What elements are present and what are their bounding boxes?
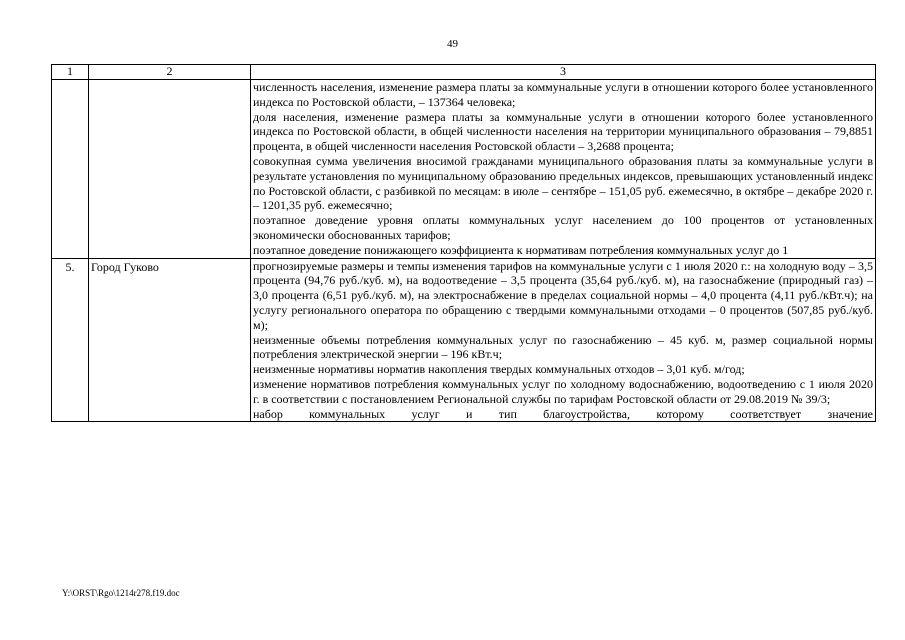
table-row <box>52 258 876 422</box>
paragraph: доля населения, изменение размера платы за коммунальные услуги в отношении которого более установленного индекса по Ростовской области, в общей численности населения на территории муниципального образования – 79,8851 процента, в общей численности населения Ростовской области – 3,2688 процента; <box>253 109 873 154</box>
data-table <box>51 64 876 422</box>
table-header-row <box>52 65 876 80</box>
row-number: 5. <box>52 258 89 422</box>
file-path-footer: Y:\ORST\Rgo\1214r278.f19.doc <box>62 588 180 598</box>
paragraph: численность населения, изменение размера платы за коммунальные услуги в отношении которого более установленного индекса по Ростовской области, – 137364 человека; <box>253 80 873 109</box>
paragraph: поэтапное доведение понижающего коэффициента к нормативам потребления коммунальных услуг до 1 <box>253 242 789 257</box>
page-number: 49 <box>447 38 458 50</box>
row-number <box>52 80 89 259</box>
table-row <box>52 80 876 259</box>
paragraph: изменение нормативов потребления коммунальных услуг по холодному водоснабжению, водоотведению с 1 июля 2020 г. в соответствии с постановлением Региональной службы по тарифам Ростовской области от 29.08.2019 № 39/3; <box>253 376 873 406</box>
paragraph: поэтапное доведение уровня оплаты коммунальных услуг населением до 100 процентов от установленных экономически обоснованных тарифов; <box>253 213 873 242</box>
paragraph: набор коммунальных услуг и тип благоустройства, которому соответствует значение <box>253 406 873 421</box>
row-description <box>251 80 876 259</box>
municipality-name <box>89 80 251 259</box>
paragraph: совокупная сумма увеличения вносимой гражданами муниципального образования платы за коммунальные услуги в результате установления по муниципальному образованию предельных индексов, превышающих установленный индекс по Ростовской области, с разбивкой по месяцам: в июле – сентябре – 151,05 руб. ежемесячно, в октябре – декабре 2020 г. – 1201,35 руб. ежемесячно; <box>253 153 873 213</box>
paragraph: прогнозируемые размеры и темпы изменения тарифов на коммунальные услуги с 1 июля 2020 г.: на холодную воду – 3,5 процента (94,76 руб./куб. м), на водоотведение – 3,5 процента (35,64 руб./куб. м), на газоснабжение (природный газ) – 3,0 процента (6,51 руб./куб. м), на электроснабжение в пределах социальной нормы – 4,0 процента (4,11 руб./кВт.ч); на услугу регионального оператора по обращению с твердыми коммунальными отходами – 0 процентов (507,85 руб./куб. м); <box>253 258 873 332</box>
column-header: 1 <box>52 65 89 80</box>
paragraph: неизменные объемы потребления коммунальных услуг по газоснабжению – 45 куб. м, размер социальной нормы потребления электрической энергии – 196 кВт.ч; <box>253 332 873 362</box>
row-description <box>251 258 876 422</box>
column-header: 3 <box>251 65 876 80</box>
municipality-name: Город Гуково <box>89 258 251 422</box>
paragraph: неизменные нормативы норматив накопления твердых коммунальных отходов – 3,01 куб. м/год; <box>253 362 745 377</box>
column-header: 2 <box>89 65 251 80</box>
